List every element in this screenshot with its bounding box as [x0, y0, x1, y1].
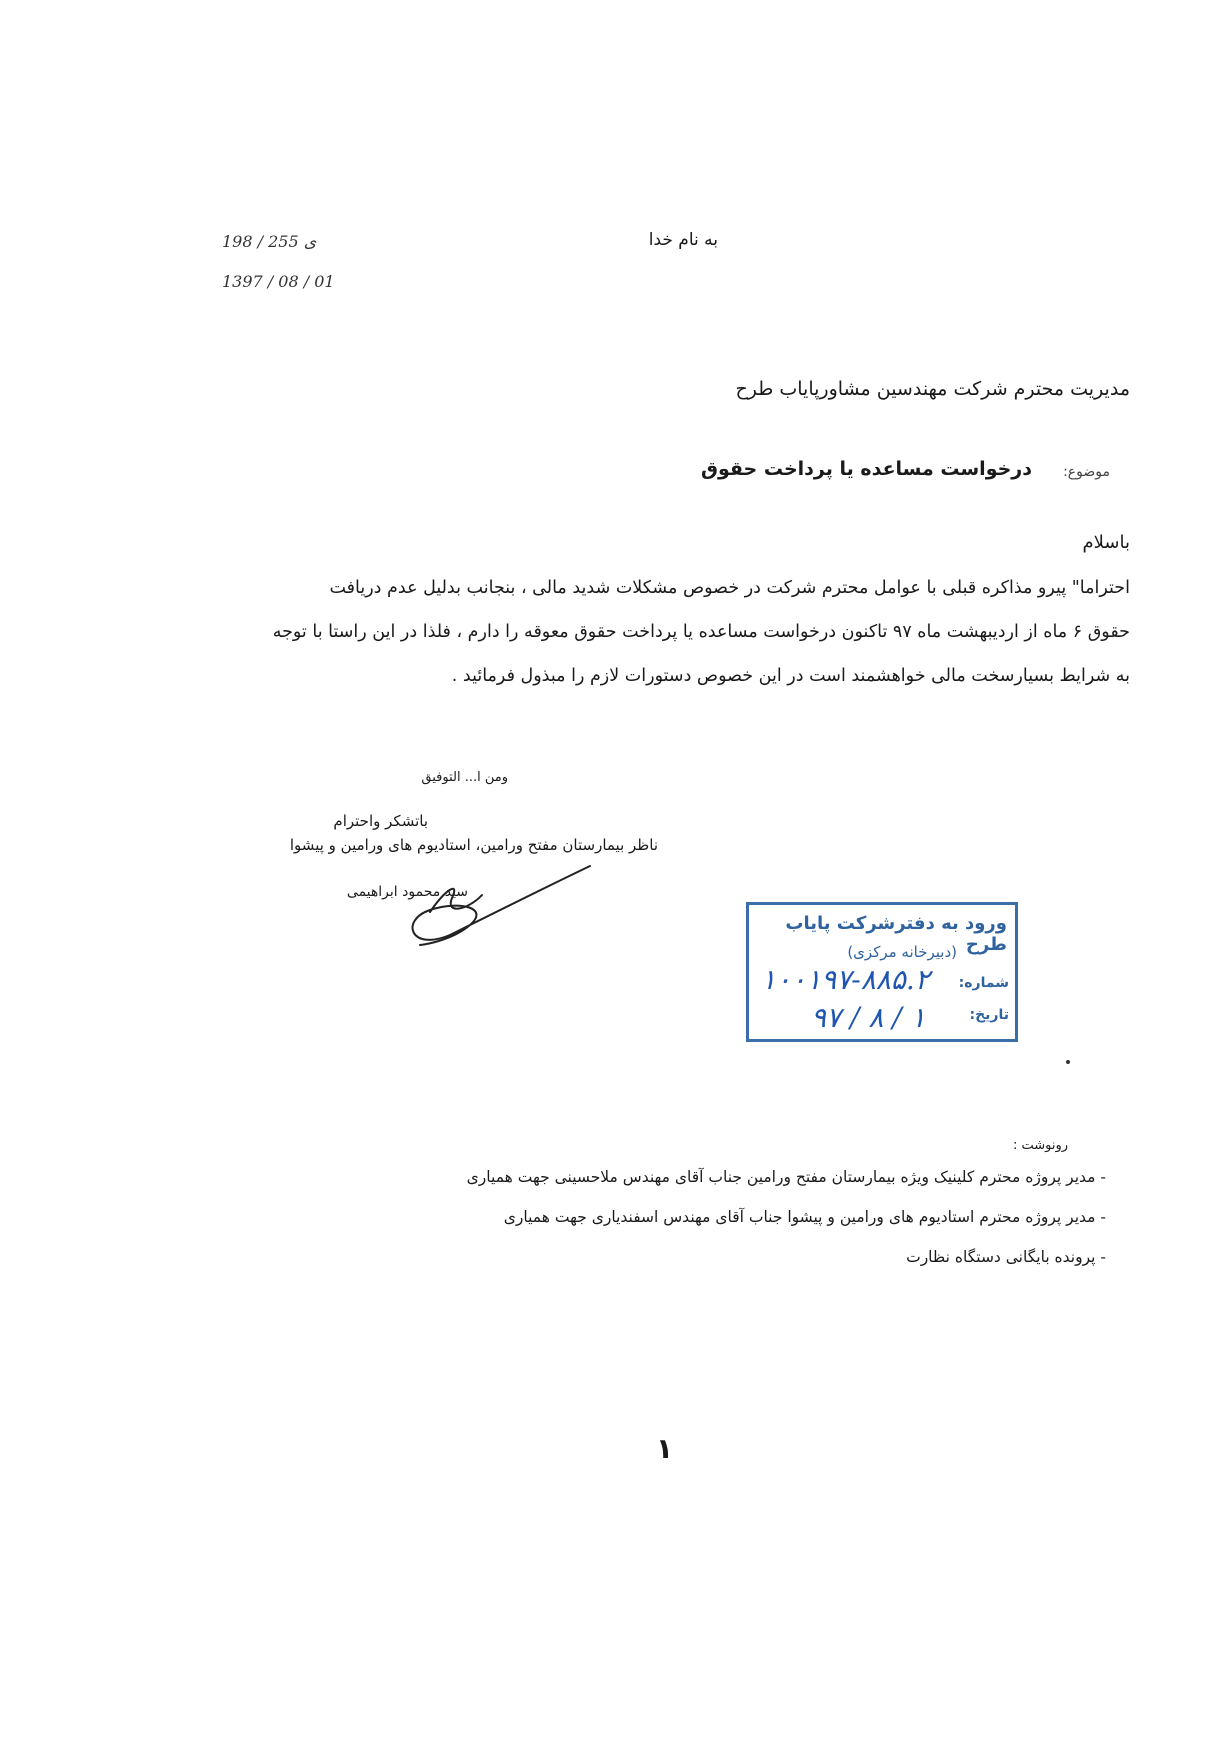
addressee-line: مدیریت محترم شرکت مهندسین مشاورپایاب طرح [735, 378, 1130, 400]
stamp-date-label: تاریخ: [969, 1007, 1009, 1023]
body-line-3: به شرایط بسیارسخت مالی خواهشمند است در این خصوص دستورات لازم را مبذول فرمائید . [451, 666, 1130, 686]
subject-label: موضوع: [1063, 464, 1110, 480]
closing-phrase: ومن ا... التوفیق [421, 770, 508, 785]
body-line-1: احتراما" پیرو مذاکره قبلی با عوامل محترم شرکت در خصوص مشکلات شدید مالی ، بنجانب بدلیل عدم دریافت [329, 578, 1130, 598]
signer-name: سید محمود ابراهیمی [346, 884, 468, 900]
stamp-subtitle: (دبیرخانه مرکزی) [847, 943, 957, 961]
handwritten-signature-icon [390, 850, 620, 960]
cc-heading: رونوشت : [1012, 1138, 1068, 1153]
stamp-number-value: ۱۰۰۱۹۷-۸۸۵.۲ [761, 963, 930, 996]
thanks-line: باتشکر واحترام [333, 812, 428, 830]
cc-item: - پرونده بایگانی دستگاه نظارت [906, 1248, 1106, 1266]
stamp-number-label: شماره: [958, 975, 1009, 991]
page-number: ۱ [656, 1432, 674, 1465]
subject-text: درخواست مساعده یا پرداخت حقوق [700, 458, 1032, 480]
stamp-date-value: ۹۷ / ۸ / ۱ [811, 1001, 926, 1034]
receipt-stamp [746, 902, 1018, 1042]
cc-item: - مدیر پروژه محترم استادیوم های ورامین و پیشوا جناب آقای مهندس اسفندیاری جهت همیاری [503, 1208, 1106, 1226]
stamp-title: ورود به دفترشرکت پایاب طرح [785, 913, 1007, 955]
greeting: باسلام [1082, 532, 1130, 553]
cc-item: - مدیر پروژه محترم کلینیک ویژه بیمارستان مفتح ورامین جناب آقای مهندس ملاحسینی جهت همیاری [466, 1168, 1106, 1186]
signer-title: ناظر بیمارستان مفتح ورامین، استادیوم های ورامین و پیشوا [289, 836, 658, 854]
reference-number: 198 / ی 255 [222, 232, 317, 251]
bismillah-heading: به نام خدا [648, 230, 718, 250]
body-line-2: حقوق ۶ ماه از اردیبهشت ماه ۹۷ تاکنون درخواست مساعده یا پرداخت حقوق معوقه را دارم ، فلذا در این راستا با توجه [272, 622, 1130, 642]
scan-speck [1066, 1060, 1070, 1064]
reference-date: 1397 / 08 / 01 [222, 272, 335, 291]
